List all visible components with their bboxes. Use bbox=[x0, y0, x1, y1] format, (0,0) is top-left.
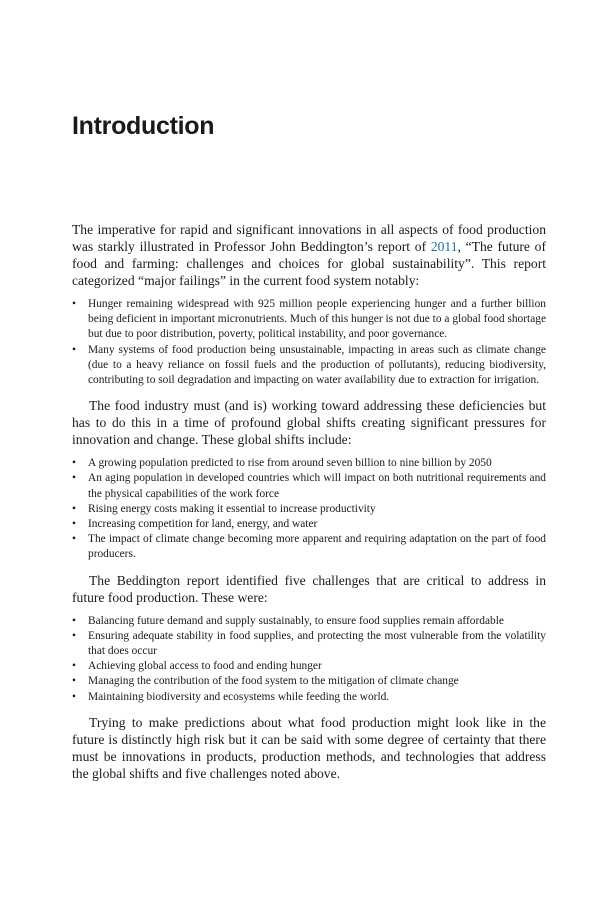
list-item-text: Rising energy costs making it essential to increase productivity bbox=[88, 502, 376, 515]
list-item-text: Many systems of food production being unsustainable, impacting in areas such as climate change (due to a heavy reliance on fossil fuels and the production of pollutants), reducing biodiversity, contributing to soil degradation and impacting on water availability due to extraction for irrigation. bbox=[88, 343, 546, 387]
intro-paragraph bbox=[72, 221, 546, 289]
list-item-text: Hunger remaining widespread with 925 million people experiencing hunger and a further billion being deficient in important micronutrients. Much of this hunger is not due to a global food shortage but due to poor distribution, poverty, political instability, and poor governance. bbox=[88, 298, 546, 341]
list-item bbox=[72, 456, 546, 471]
bullet-icon: • bbox=[72, 675, 76, 688]
list-item-text: Managing the contribution of the food system to the mitigation of climate change bbox=[88, 675, 459, 688]
list-item bbox=[72, 690, 546, 705]
list-item-text: Balancing future demand and supply sustainably, to ensure food supplies remain affordable bbox=[88, 614, 504, 627]
failings-list bbox=[72, 297, 546, 388]
list-item bbox=[72, 297, 546, 343]
list-item bbox=[72, 502, 546, 517]
list-item-text: A growing population predicted to rise from around seven billion to nine billion by 2050 bbox=[88, 457, 492, 470]
list-item-text: An aging population in developed countries which will impact on both nutritional requirements and the physical capabilities of the work force bbox=[88, 472, 546, 500]
list-item bbox=[72, 614, 546, 629]
year-link[interactable]: 2011 bbox=[430, 239, 458, 254]
challenges-paragraph: The Beddington report identified five challenges that are critical to address in future food production. These were: bbox=[72, 572, 546, 605]
list-item-text: Ensuring adequate stability in food supplies, and protecting the most vulnerable from the volatility that does occur bbox=[88, 629, 546, 658]
challenges-list bbox=[72, 614, 546, 705]
bullet-icon: • bbox=[72, 298, 76, 310]
list-item bbox=[72, 517, 546, 532]
bullet-icon: • bbox=[72, 629, 76, 642]
intro-text-end: , “The future of food and farming: challenges and choices for global sustainability”. This report categorized “major failings” in the current food system notably: bbox=[72, 239, 546, 288]
bullet-icon: • bbox=[72, 614, 76, 627]
list-item-text: Achieving global access to food and ending hunger bbox=[88, 660, 322, 673]
bullet-icon: • bbox=[72, 690, 76, 703]
closing-paragraph: Trying to make predictions about what food production might look like in the future is distinctly high risk but it can be said with some degree of certainty that there must be innovations in products, production methods, and technologies that address the global shifts and five challenges noted above. bbox=[72, 714, 546, 781]
chapter-body bbox=[72, 221, 546, 782]
list-item bbox=[72, 343, 546, 389]
list-item bbox=[72, 629, 546, 659]
bullet-icon: • bbox=[72, 343, 76, 356]
bullet-icon: • bbox=[72, 533, 76, 546]
chapter-title: Introduction bbox=[72, 112, 215, 140]
bullet-icon: • bbox=[72, 502, 76, 515]
bullet-icon: • bbox=[72, 472, 76, 485]
list-item bbox=[72, 659, 546, 674]
list-item bbox=[72, 532, 546, 562]
shifts-list bbox=[72, 456, 546, 562]
shifts-paragraph: The food industry must (and is) working toward addressing these deficiencies but has to do this in a time of profound global shifts creating significant pressures for innovation and change. These global shifts include: bbox=[72, 398, 546, 448]
list-item-text: The impact of climate change becoming more apparent and requiring adaptation on the part of food producers. bbox=[88, 533, 546, 561]
list-item-text: Increasing competition for land, energy, and water bbox=[88, 518, 318, 531]
bullet-icon: • bbox=[72, 457, 76, 470]
list-item bbox=[72, 674, 546, 689]
intro-text-start: The imperative for rapid and significant innovations in all aspects of food production was starkly illustrated in Professor John Beddington’s report of bbox=[72, 222, 546, 254]
bullet-icon: • bbox=[72, 518, 76, 531]
list-item-text: Maintaining biodiversity and ecosystems while feeding the world. bbox=[88, 690, 390, 703]
list-item bbox=[72, 471, 546, 501]
bullet-icon: • bbox=[72, 660, 76, 673]
